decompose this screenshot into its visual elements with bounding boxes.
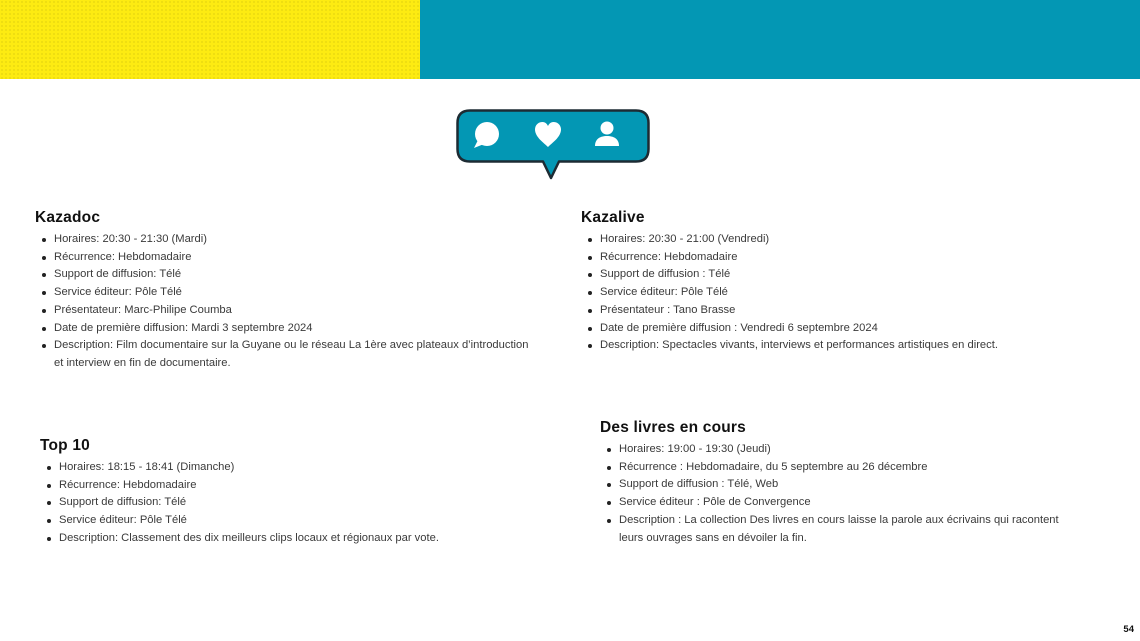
list-item: Description : La collection Des livres en cours laisse la parole aux écrivains qui racontent leurs ouvrages sans en dévoiler la fin. <box>619 512 1080 547</box>
list-item: Description: Classement des dix meilleurs clips locaux et régionaux par vote. <box>59 530 540 548</box>
list-item: Date de première diffusion: Mardi 3 septembre 2024 <box>54 320 535 338</box>
list-item: Horaires: 20:30 - 21:00 (Vendredi) <box>600 231 1101 249</box>
list-item: Présentateur : Tano Brasse <box>600 302 1101 320</box>
list-item: Récurrence: Hebdomadaire <box>59 477 540 495</box>
list-item: Support de diffusion : Télé, Web <box>619 476 1080 494</box>
section-title: Kazalive <box>581 209 645 226</box>
section-kazalive <box>581 209 1101 355</box>
list-item: Description: Spectacles vivants, interviews et performances artistiques en direct. <box>600 337 1101 355</box>
section-des-livres-en-cours <box>600 419 1080 547</box>
list-item: Récurrence : Hebdomadaire, du 5 septembre au 26 décembre <box>619 459 1080 477</box>
header-band-yellow <box>0 0 420 79</box>
list-item: Horaires: 19:00 - 19:30 (Jeudi) <box>619 441 1080 459</box>
list-item: Horaires: 20:30 - 21:30 (Mardi) <box>54 231 535 249</box>
list-item: Description: Film documentaire sur la Guyane ou le réseau La 1ère avec plateaux d’introduction et interview en fin de documentaire. <box>54 337 535 372</box>
section-title: Kazadoc <box>35 209 101 226</box>
section-kazadoc <box>35 209 535 373</box>
list-item: Service éditeur : Pôle de Convergence <box>619 494 1080 512</box>
detail-list <box>40 459 540 548</box>
list-item: Support de diffusion : Télé <box>600 266 1101 284</box>
social-speech-bubble <box>456 109 650 181</box>
detail-list <box>35 231 535 373</box>
list-item: Support de diffusion: Télé <box>59 494 540 512</box>
section-title: Top 10 <box>40 437 91 454</box>
list-item: Support de diffusion: Télé <box>54 266 535 284</box>
list-item: Présentateur: Marc-Philipe Coumba <box>54 302 535 320</box>
detail-list <box>600 441 1080 547</box>
list-item: Service éditeur: Pôle Télé <box>59 512 540 530</box>
section-top10 <box>40 437 540 548</box>
list-item: Service éditeur: Pôle Télé <box>600 284 1101 302</box>
page-number: 54 <box>1123 624 1134 635</box>
list-item: Date de première diffusion : Vendredi 6 septembre 2024 <box>600 320 1101 338</box>
detail-list <box>581 231 1101 355</box>
header-band-teal <box>420 0 1140 79</box>
list-item: Récurrence: Hebdomadaire <box>54 249 535 267</box>
list-item: Récurrence: Hebdomadaire <box>600 249 1101 267</box>
list-item: Service éditeur: Pôle Télé <box>54 284 535 302</box>
section-title: Des livres en cours <box>600 419 746 436</box>
list-item: Horaires: 18:15 - 18:41 (Dimanche) <box>59 459 540 477</box>
